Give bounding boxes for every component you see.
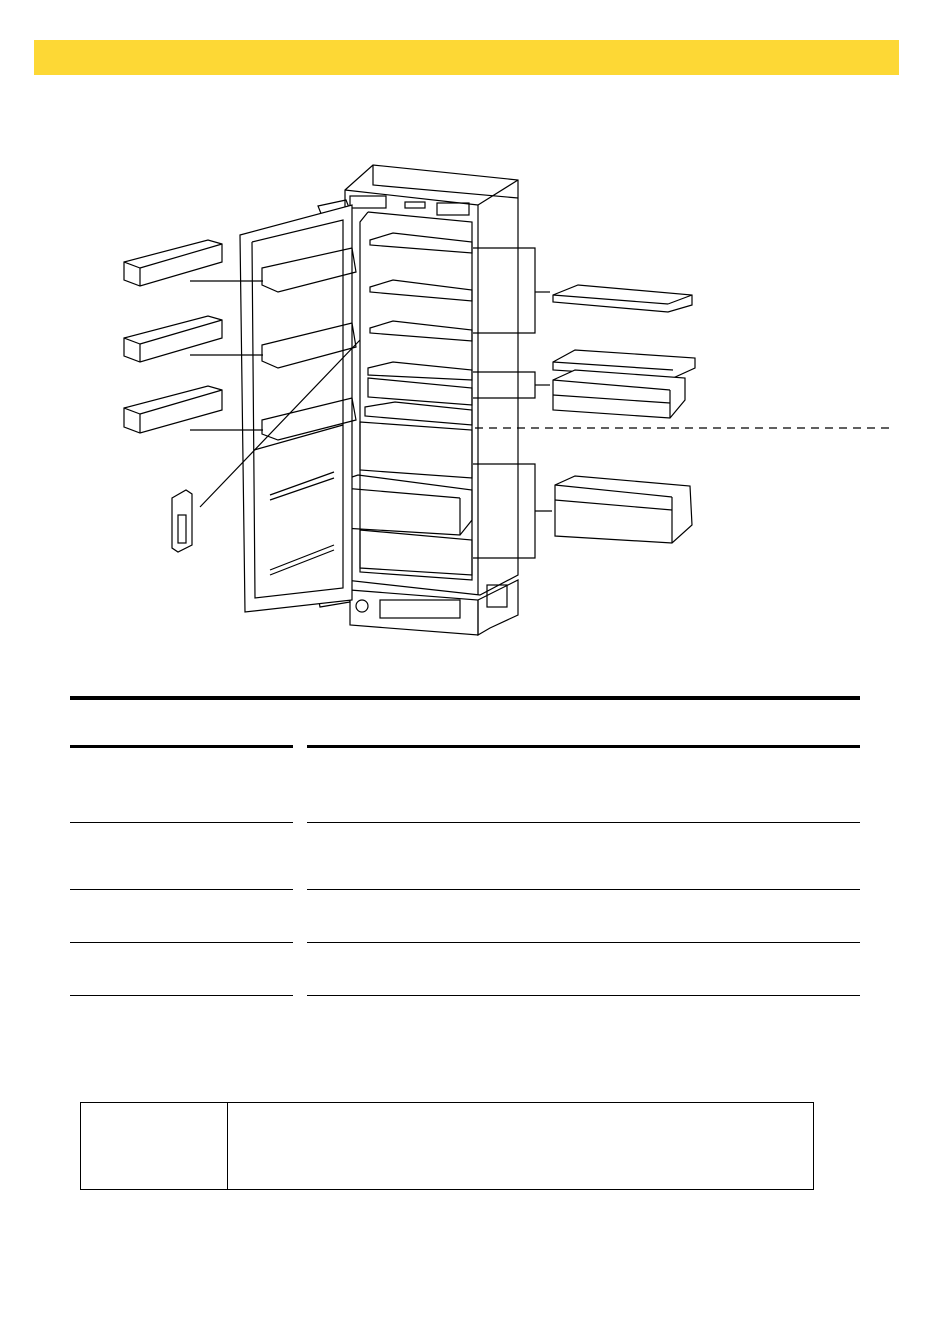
table-row-rule-right: [307, 942, 860, 943]
table-row-rule-right: [307, 889, 860, 890]
table-row-rule-left: [70, 942, 293, 943]
table-row-rule-left: [70, 889, 293, 890]
table-top-rule: [70, 696, 860, 700]
table-row-rule-left: [70, 995, 293, 996]
table-row-rule-left: [70, 822, 293, 823]
note-box: [80, 1102, 814, 1190]
table-header-rule-left: [70, 745, 293, 748]
note-box-divider: [227, 1103, 228, 1189]
table-row-rule-right: [307, 995, 860, 996]
table-row-rule-right: [307, 822, 860, 823]
table-header-rule-right: [307, 745, 860, 748]
open-door: [240, 205, 356, 612]
